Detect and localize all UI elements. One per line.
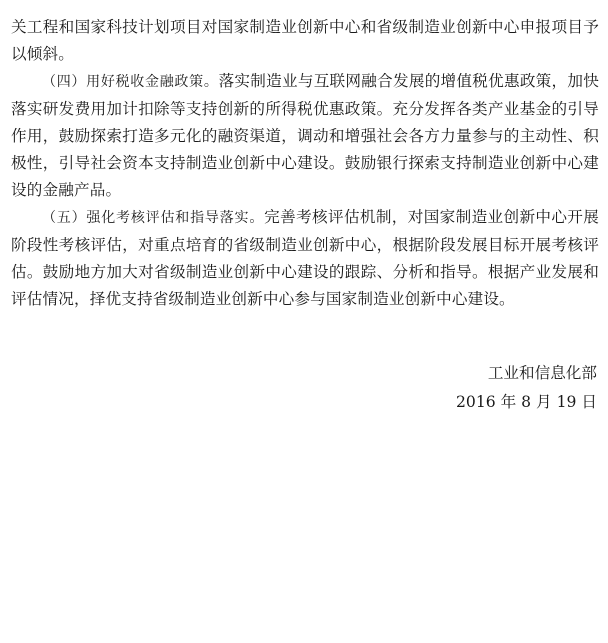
paragraph-tax-finance-policy bbox=[11, 68, 599, 204]
paragraph-text: 关工程和国家科技计划项目对国家制造业创新中心和省级制造业创新中心申报项目予以倾斜。 bbox=[11, 18, 599, 63]
document-body bbox=[11, 14, 599, 313]
paragraph-assessment-guidance bbox=[11, 204, 599, 313]
section-heading-five: （五）强化考核评估和指导落实。 bbox=[42, 210, 265, 226]
signature-block bbox=[456, 359, 597, 417]
section-heading-four: （四）用好税收金融政策。 bbox=[42, 74, 219, 90]
paragraph-text: 落实制造业与互联网融合发展的增值税优惠政策，加快落实研发费用加计扣除等支持创新的所得税优惠政策。充分发挥各类产业基金的引导作用，鼓励探索打造多元化的融资渠道，调动和增强社会各方力量参与的主动性、积极性，引导社会资本支持制造业创新中心建设。鼓励银行探索支持制造业创新中心建设的金融产品。 bbox=[11, 72, 600, 199]
issue-date: 2016 年 8 月 19 日 bbox=[455, 393, 597, 411]
paragraph-text: 完善考核评估机制，对国家制造业创新中心开展阶段性考核评估，对重点培育的省级制造业创新中心，根据阶段发展目标开展考核评估。鼓励地方加大对省级制造业创新中心建设的跟踪、分析和指导。根据产业发展和评估情况，择优支持省级制造业创新中心参与国家制造业创新中心建设。 bbox=[11, 208, 600, 308]
paragraph-continuation bbox=[11, 14, 599, 68]
issuer-name: 工业和信息化部 bbox=[487, 364, 597, 382]
